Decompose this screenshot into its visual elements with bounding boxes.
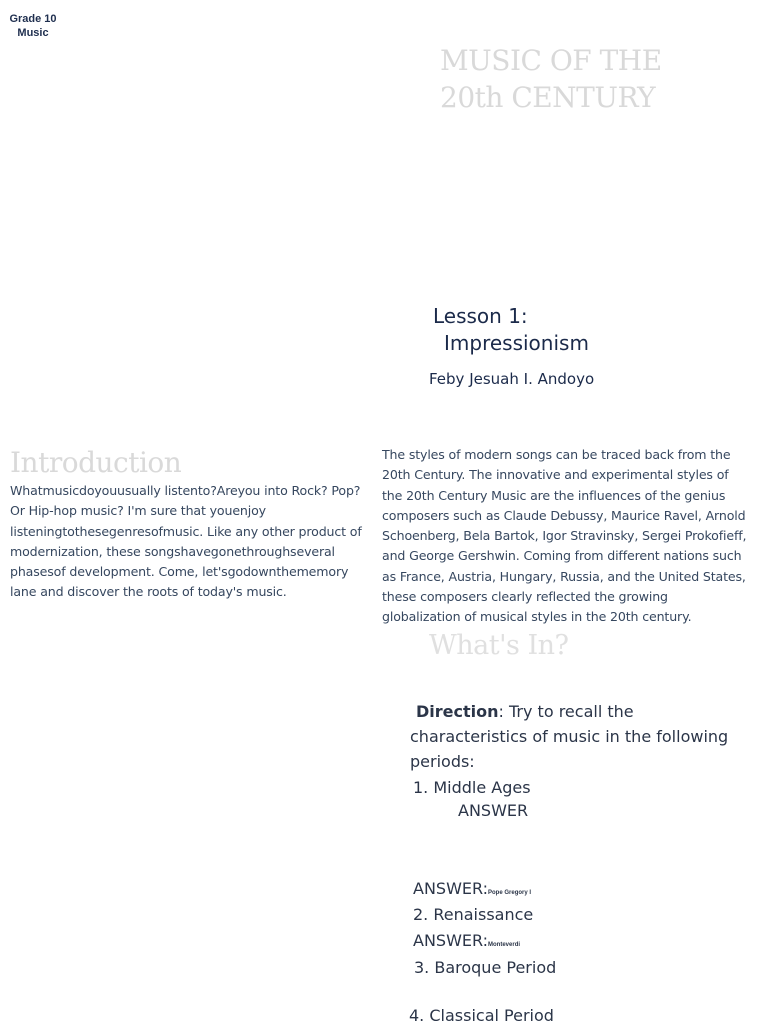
lesson-title: Impressionism (444, 331, 589, 355)
grade-label (8, 12, 58, 40)
page-title (440, 42, 690, 116)
answer-line-1 (413, 878, 531, 904)
whats-in-heading: What's In? (429, 630, 569, 661)
grade-level: Grade 10 (9, 13, 57, 25)
title-line-2: 20th CENTURY (440, 81, 656, 114)
answer-line-2 (413, 930, 520, 956)
answer-value: Pope Gregory I (488, 890, 532, 896)
title-line-1: MUSIC OF THE (440, 44, 662, 77)
answer-placeholder: ANSWER (458, 801, 529, 820)
direction-block (410, 699, 740, 774)
answer-label: ANSWER: (413, 879, 489, 898)
introduction-text: Whatmusicdoyouusually listento?Areyou into Rock? Pop? Or Hip-hop music? I'm sure that youenjoy listeningtothesegenresofmusic. Like any other product of modernization, these songshavegonethroughseveral phasesof development. Come, let'sgodownthememory lane and discover the roots of today's music. (10, 483, 362, 600)
period-item-baroque: 3. Baroque Period (414, 958, 557, 977)
direction-text: : Try to recall the characteristics of music in the following periods: (410, 702, 729, 771)
direction-label: Direction (416, 702, 499, 721)
answer-label: ANSWER: (413, 931, 489, 950)
author-name: Feby Jesuah I. Andoyo (429, 370, 595, 388)
period-item-renaissance: 2. Renaissance (413, 905, 534, 924)
period-item-classical: 4. Classical Period (409, 1006, 554, 1025)
lesson-number: Lesson 1: (433, 304, 528, 328)
period-item-middle-ages: 1. Middle Ages (413, 778, 531, 797)
styles-paragraph: The styles of modern songs can be traced back from the 20th Century. The innovative and experimental styles of the 20th Century Music are the influences of the genius composers such as Claude Debussy, Maurice Ravel, Arnold Schoenberg, Bela Bartok, Igor Stravinsky, Sergei Prokofieff, and George Gershwin. Coming from different nations such as France, Austria, Hungary, Russia, and the United States, these composers clearly reflected the growing globalization of musical styles in the 20th century. (382, 447, 747, 625)
subject-name: Music (17, 27, 49, 39)
answer-value: Monteverdi (488, 942, 521, 948)
introduction-heading: Introduction (10, 446, 182, 479)
